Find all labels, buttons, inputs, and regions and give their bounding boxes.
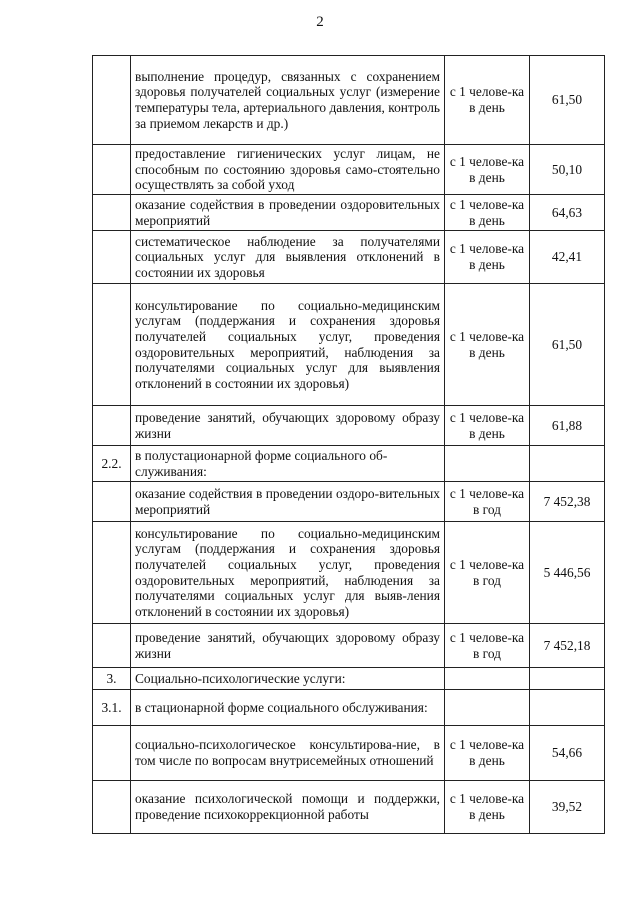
section-number: 3.1.	[93, 690, 131, 726]
service-description: оказание содействия в проведении оздоровительных мероприятий	[131, 195, 445, 231]
row-number	[93, 781, 131, 834]
tariff-value	[530, 668, 605, 690]
row-number	[93, 56, 131, 145]
service-description: социально-психологическое консультирова-ние, в том числе по вопросам внутрисемейных отношений	[131, 726, 445, 781]
tariff-value: 7 452,38	[530, 482, 605, 522]
section-title: Социально-психологические услуги:	[131, 668, 445, 690]
table-row-section	[93, 668, 605, 690]
tariff-value: 61,88	[530, 406, 605, 446]
row-number	[93, 284, 131, 406]
service-description: оказание содействия в проведении оздоро-вительных мероприятий	[131, 482, 445, 522]
table-row	[93, 231, 605, 284]
service-description: систематическое наблюдение за получателями социальных услуг для выявления отклонений в состоянии их здоровья	[131, 231, 445, 284]
tariff-value: 54,66	[530, 726, 605, 781]
unit-of-service: с 1 челове-ка в день	[445, 781, 530, 834]
tariff-value: 7 452,18	[530, 624, 605, 668]
row-number	[93, 624, 131, 668]
page-number: 2	[316, 14, 324, 30]
table-row	[93, 195, 605, 231]
tariff-value: 61,50	[530, 56, 605, 145]
unit-of-service: с 1 челове-ка в день	[445, 231, 530, 284]
tariff-value: 5 446,56	[530, 522, 605, 624]
unit-of-service: с 1 челове-ка в год	[445, 624, 530, 668]
table-row	[93, 406, 605, 446]
service-description: выполнение процедур, связанных с сохранением здоровья получателей социальных услуг (измерение температуры тела, артериального давления, контроль за приемом лекарств и др.)	[131, 56, 445, 145]
row-number	[93, 195, 131, 231]
table-row	[93, 726, 605, 781]
unit-of-service	[445, 446, 530, 482]
unit-of-service: с 1 челове-ка в день	[445, 726, 530, 781]
unit-of-service: с 1 челове-ка в день	[445, 145, 530, 195]
services-table	[92, 55, 605, 834]
table-row	[93, 56, 605, 145]
row-number	[93, 145, 131, 195]
unit-of-service: с 1 челове-ка в день	[445, 195, 530, 231]
table-row	[93, 781, 605, 834]
unit-of-service: с 1 челове-ка в год	[445, 522, 530, 624]
table-row	[93, 145, 605, 195]
unit-of-service	[445, 668, 530, 690]
tariff-value: 61,50	[530, 284, 605, 406]
tariff-value: 42,41	[530, 231, 605, 284]
table-row	[93, 522, 605, 624]
unit-of-service	[445, 690, 530, 726]
tariff-value: 64,63	[530, 195, 605, 231]
service-description: проведение занятий, обучающих здоровому образу жизни	[131, 624, 445, 668]
service-description: консультирование по социально-медицинским услугам (поддержания и сохранения здоровья получателей социальных услуг, проведения оздоровительных мероприятий, наблюдения за получателями социальных услуг для выявления отклонений в состоянии их здоровья)	[131, 284, 445, 406]
service-description: проведение занятий, обучающих здоровому образу жизни	[131, 406, 445, 446]
unit-of-service: с 1 челове-ка в день	[445, 284, 530, 406]
table-row-section	[93, 690, 605, 726]
section-number: 3.	[93, 668, 131, 690]
row-number	[93, 231, 131, 284]
service-description: оказание психологической помощи и поддержки, проведение психокоррекционной работы	[131, 781, 445, 834]
unit-of-service: с 1 челове-ка в год	[445, 482, 530, 522]
table-row	[93, 624, 605, 668]
service-description: предоставление гигиенических услуг лицам, не способным по состоянию здоровья само-стоятельно осуществлять за собой уход	[131, 145, 445, 195]
row-number	[93, 726, 131, 781]
unit-of-service: с 1 челове-ка в день	[445, 56, 530, 145]
tariff-value: 50,10	[530, 145, 605, 195]
row-number	[93, 522, 131, 624]
tariff-value	[530, 446, 605, 482]
table-row-section	[93, 446, 605, 482]
service-description: консультирование по социально-медицинским услугам (поддержания и сохранения здоровья получателей социальных услуг, проведения оздоровительных мероприятий, наблюдения за получателями социальных услуг для выяв-ления отклонений в состоянии их здоровья)	[131, 522, 445, 624]
section-title: в полустационарной форме социального об-служивания:	[131, 446, 445, 482]
section-title: в стационарной форме социального обслуживания:	[131, 690, 445, 726]
tariff-value	[530, 690, 605, 726]
table-row	[93, 482, 605, 522]
tariff-value: 39,52	[530, 781, 605, 834]
section-number: 2.2.	[93, 446, 131, 482]
table-row	[93, 284, 605, 406]
row-number	[93, 482, 131, 522]
unit-of-service: с 1 челове-ка в день	[445, 406, 530, 446]
row-number	[93, 406, 131, 446]
